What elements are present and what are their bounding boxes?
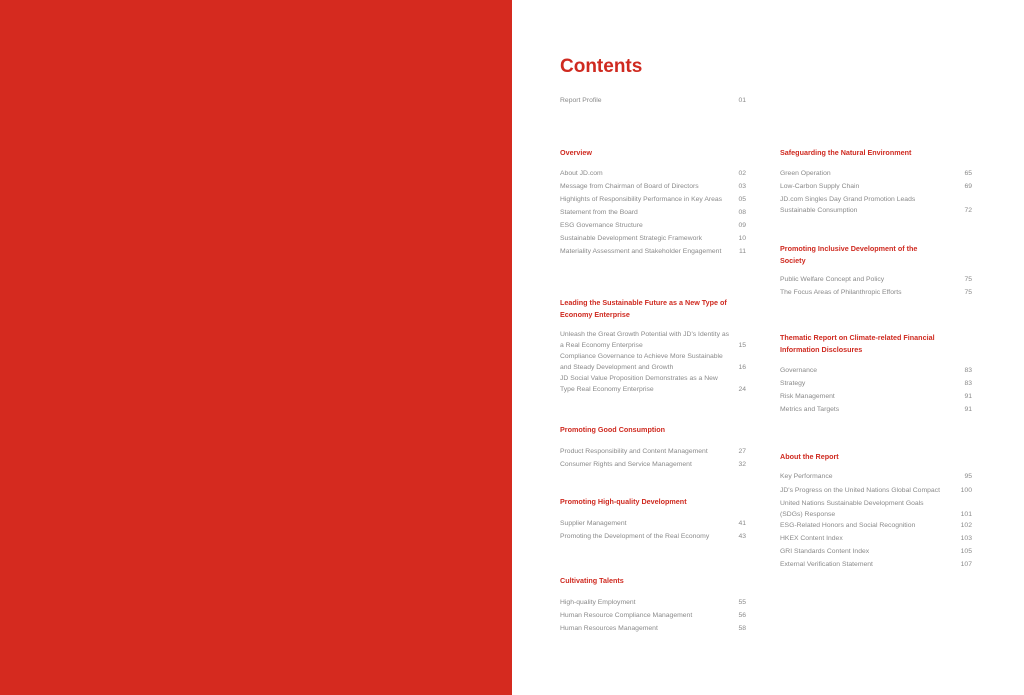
toc-entry[interactable] [780, 405, 972, 416]
toc-entry[interactable] [780, 499, 972, 520]
toc-entry[interactable] [780, 182, 972, 193]
toc-entry-label: Green Operation [780, 170, 831, 177]
section-heading-environment: Safeguarding the Natural Environment [780, 148, 912, 157]
toc-entry-page: 09 [738, 222, 746, 229]
toc-entry-label: Metrics and Targets [780, 406, 840, 413]
toc-entry-label: HKEX Content Index [780, 535, 843, 542]
toc-entry-page: 43 [738, 533, 746, 540]
toc-entry-page: 95 [964, 473, 972, 480]
toc-entry-page: 75 [964, 289, 972, 296]
toc-entry-label: Statement from the Board [560, 209, 638, 216]
toc-entry-label: JD.com Singles Day Grand Promotion Leads Sustainable Consumption [780, 196, 916, 214]
toc-entry-label: Public Welfare Concept and Policy [780, 276, 885, 283]
toc-entry[interactable] [560, 352, 746, 373]
toc-entry-page: 56 [738, 612, 746, 619]
toc-entry-page: 16 [738, 363, 746, 371]
toc-entry-label: Message from Chairman of Board of Directors [560, 183, 699, 190]
toc-entry-label: Materiality Assessment and Stakeholder Engagement [560, 248, 722, 255]
toc-entry-page: 10 [738, 235, 746, 242]
toc-entry-page: 83 [964, 380, 972, 387]
toc-entry[interactable] [560, 611, 746, 622]
toc-entry-label: Compliance Governance to Achieve More Sustainable and Steady Development and Growth [560, 353, 723, 371]
toc-entry-page: 11 [738, 248, 746, 255]
toc-entry-page: 08 [738, 209, 746, 216]
toc-entry[interactable] [560, 234, 746, 245]
toc-entry-label: The Focus Areas of Philanthropic Efforts [780, 289, 902, 296]
toc-entry-label: Risk Management [780, 393, 835, 400]
toc-entry[interactable] [560, 195, 746, 206]
toc-entry[interactable] [560, 598, 746, 609]
toc-entry[interactable] [780, 534, 972, 545]
toc-entry-label: Governance [780, 367, 818, 374]
toc-entry-page: 01 [738, 97, 746, 104]
toc-entry-label: Strategy [780, 380, 806, 387]
toc-entry-label: Supplier Management [560, 520, 627, 527]
toc-entry-label: Unleash the Great Growth Potential with JD's Identity as a Real Economy Enterprise [560, 331, 730, 349]
toc-entry-page: 75 [964, 276, 972, 283]
toc-entry[interactable] [780, 547, 972, 558]
section-heading-overview: Overview [560, 148, 592, 157]
toc-entry[interactable] [780, 379, 972, 390]
toc-entry-page: 05 [738, 196, 746, 203]
toc-entry-label: About JD.com [560, 170, 603, 177]
toc-entry-label: Highlights of Responsibility Performance in Key Areas [560, 196, 723, 203]
toc-entry-label: Consumer Rights and Service Management [560, 461, 692, 468]
toc-entry-page: 91 [964, 393, 972, 400]
toc-entry[interactable] [560, 247, 746, 258]
toc-entry[interactable] [560, 330, 746, 351]
toc-entry-page: 107 [960, 561, 972, 568]
toc-entry-label: Human Resource Compliance Management [560, 612, 693, 619]
section-heading-high-quality: Promoting High-quality Development [560, 497, 687, 506]
toc-entry-label: External Verification Statement [780, 561, 873, 568]
toc-entry-label: ESG-Related Honors and Social Recognition [780, 522, 916, 529]
toc-entry[interactable] [560, 624, 746, 635]
toc-entry-page: 58 [738, 625, 746, 632]
toc-entry[interactable] [780, 366, 972, 377]
toc-entry-label: United Nations Sustainable Development Goals (SDGs) Response [780, 500, 924, 518]
toc-entry-page: 03 [738, 183, 746, 190]
toc-entry-label: Key Performance [780, 473, 833, 480]
toc-entry[interactable] [780, 521, 972, 532]
toc-entry-label: ESG Governance Structure [560, 222, 643, 229]
toc-entry-label: GRI Standards Content Index [780, 548, 870, 555]
toc-entry[interactable] [560, 221, 746, 232]
section-heading-leading: Leading the Sustainable Future as a New Type of Economy Enterprise [560, 298, 727, 319]
toc-entry-page: 105 [960, 548, 972, 555]
toc-entry[interactable] [780, 560, 972, 571]
toc-entry-page: 69 [964, 183, 972, 190]
toc-entry-label: Low-Carbon Supply Chain [780, 183, 860, 190]
section-heading-about: About the Report [780, 452, 839, 461]
toc-entry[interactable] [780, 288, 972, 299]
toc-entry-label: JD's Progress on the United Nations Global Compact [780, 487, 940, 494]
toc-entry[interactable] [780, 486, 972, 497]
section-heading-consumption: Promoting Good Consumption [560, 425, 666, 434]
toc-entry-label: Report Profile [560, 97, 602, 104]
toc-entry[interactable] [780, 195, 972, 216]
toc-entry-label: Promoting the Development of the Real Economy [560, 533, 710, 540]
toc-entry[interactable] [780, 472, 972, 483]
toc-entry-label: High-quality Employment [560, 599, 636, 606]
toc-entry-page: 02 [738, 170, 746, 177]
toc-entry-page: 41 [738, 520, 746, 527]
section-heading-climate: Thematic Report on Climate-related Financial Information Disclosures [780, 333, 935, 354]
toc-entry[interactable] [560, 169, 746, 180]
section-heading-inclusive: Promoting Inclusive Development of the Society [780, 244, 918, 265]
toc-entry-label: Product Responsibility and Content Management [560, 448, 708, 455]
toc-entry-page: 65 [964, 170, 972, 177]
toc-entry-page: 24 [738, 385, 746, 393]
section-heading-talents: Cultivating Talents [560, 576, 624, 585]
toc-entry-page: 103 [960, 535, 972, 542]
toc-entry-page: 32 [738, 461, 746, 468]
toc-entry-page: 27 [738, 448, 746, 455]
toc-entry-label: Human Resources Management [560, 625, 658, 632]
toc-entry-page: 101 [960, 510, 972, 518]
toc-entry[interactable] [560, 182, 746, 193]
toc-entry-page: 55 [738, 599, 746, 606]
toc-entry-page: 15 [738, 341, 746, 349]
toc-entry-page: 102 [960, 522, 972, 529]
toc-entry[interactable] [780, 169, 972, 180]
toc-entry-label: JD Social Value Proposition Demonstrates as a New Type Real Economy Enterprise [560, 375, 718, 393]
toc-entry[interactable] [560, 208, 746, 219]
toc-entry[interactable] [560, 460, 746, 471]
toc-entry-page: 83 [964, 367, 972, 374]
toc-entry-label: Sustainable Development Strategic Framework [560, 235, 703, 242]
page-title: Contents [560, 56, 643, 77]
toc-entry[interactable] [780, 275, 972, 286]
toc-entry[interactable] [560, 532, 746, 543]
toc-entry[interactable] [780, 392, 972, 403]
toc-entry[interactable] [560, 447, 746, 458]
toc-entry-report-profile[interactable] [560, 96, 746, 107]
toc-entry-page: 100 [960, 487, 972, 494]
toc-entry[interactable] [560, 519, 746, 530]
toc-entry-page: 72 [964, 206, 972, 214]
toc-entry-page: 91 [964, 406, 972, 413]
toc-entry[interactable] [560, 374, 746, 395]
